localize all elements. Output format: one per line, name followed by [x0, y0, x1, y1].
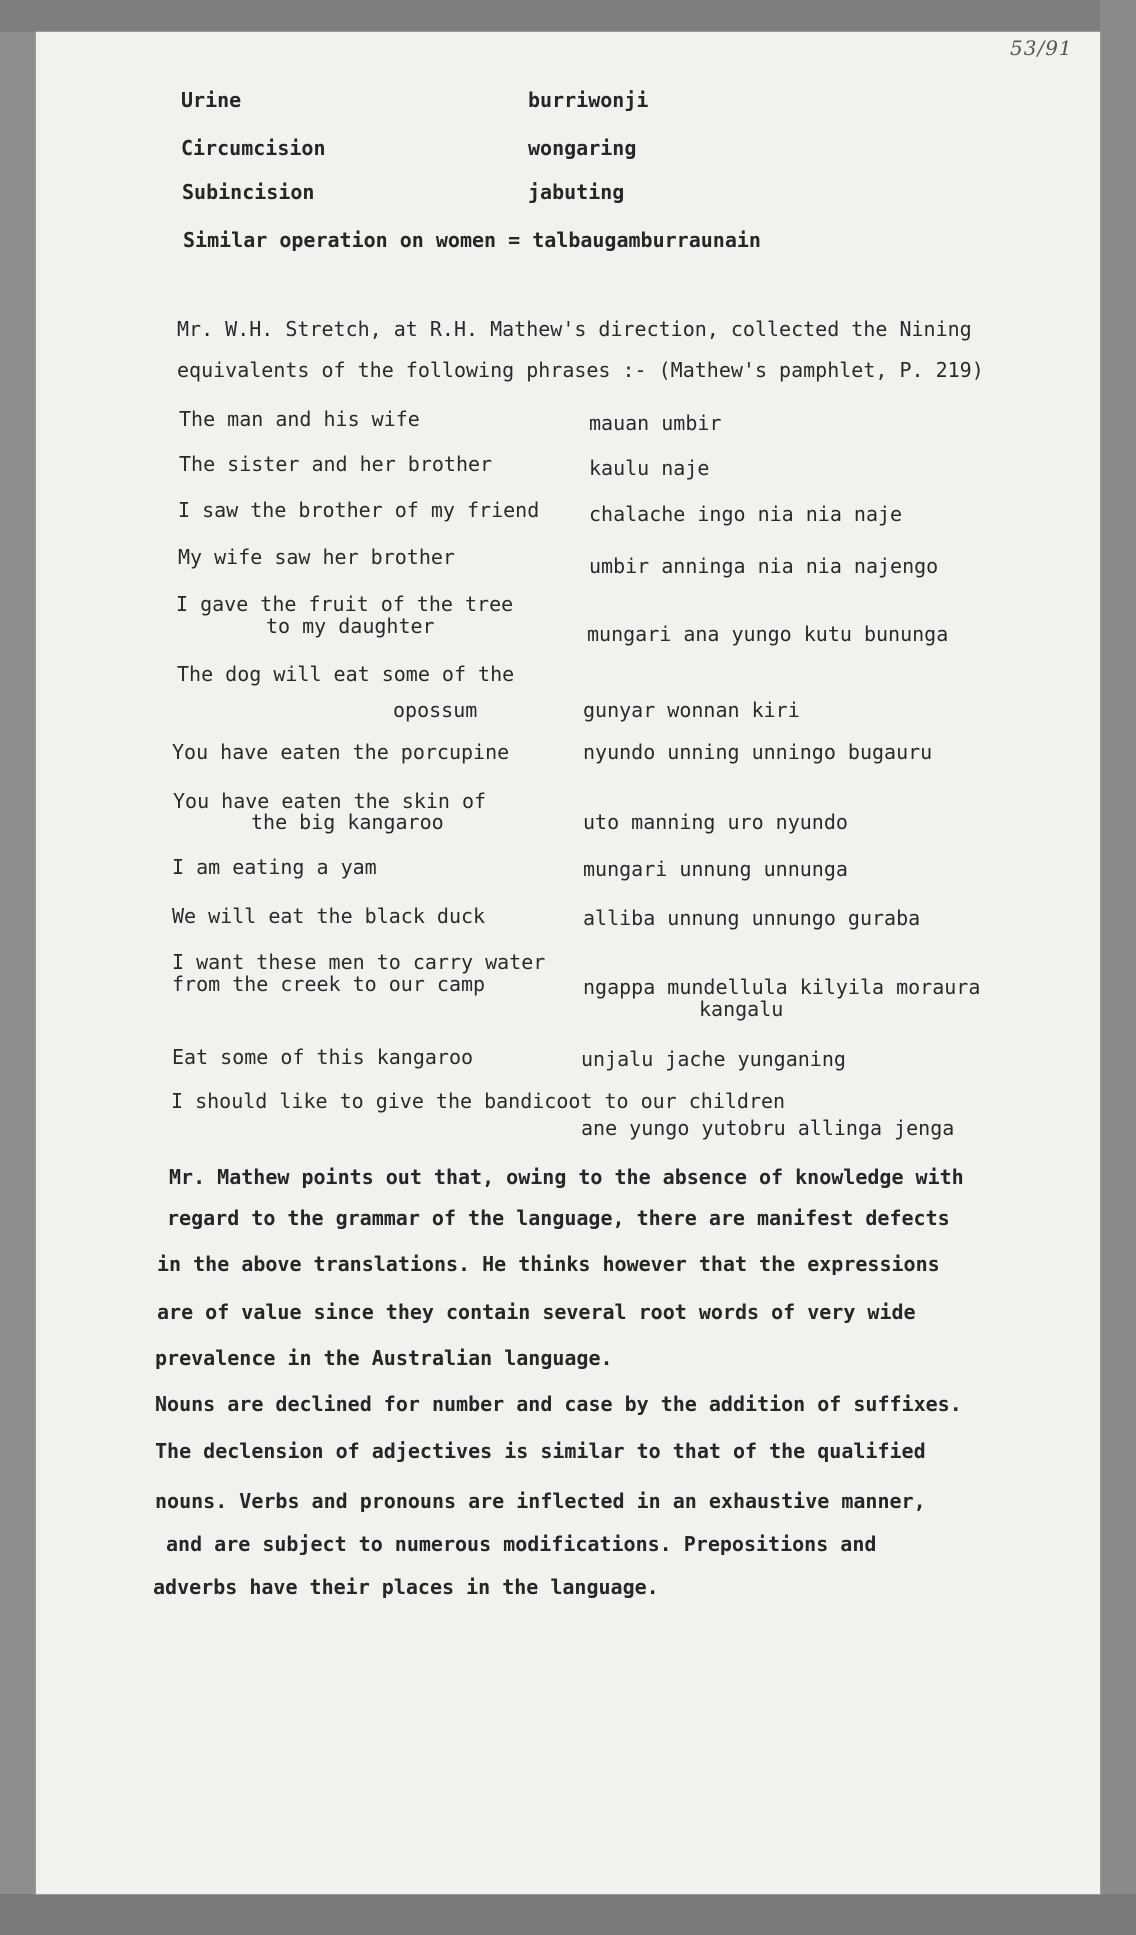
native-subincision: jabuting: [528, 180, 625, 204]
paragraph-2-line: adverbs have their places in the language.: [153, 1575, 659, 1599]
paragraph-1-line: in the above translations. He thinks however that the expressions: [157, 1252, 940, 1276]
intro-line-1: Mr. W.H. Stretch, at R.H. Mathew's direction, collected the Nining: [177, 317, 972, 341]
paragraph-2-line: The declension of adjectives is similar to that of the qualified: [155, 1439, 926, 1463]
phrase-native: mungari unnung unnunga: [583, 857, 848, 881]
native-urine: burriwonji: [528, 88, 649, 112]
phrase-native: uto manning uro nyundo: [583, 810, 848, 834]
term-circumcision: Circumcision: [181, 136, 326, 160]
paragraph-2-line: and are subject to numerous modifications. Prepositions and: [166, 1532, 877, 1556]
phrase-english-continued: the big kangaroo: [251, 810, 444, 834]
intro-line-2: equivalents of the following phrases :- (Mathew's pamphlet, P. 219): [177, 358, 984, 382]
phrase-english: I should like to give the bandicoot to our children: [171, 1089, 786, 1113]
phrase-native: umbir anninga nia nia najengo: [589, 554, 939, 578]
term-subincision: Subincision: [182, 180, 315, 204]
phrase-english: The man and his wife: [179, 407, 420, 431]
phrase-english: My wife saw her brother: [178, 545, 455, 569]
phrase-native: mauan umbir: [589, 411, 722, 435]
scanner-frame-top: [0, 0, 1136, 32]
phrase-native: unjalu jache yunganing: [581, 1047, 846, 1071]
phrase-native: nyundo unning unningo bugauru: [583, 740, 933, 764]
phrase-english: You have eaten the porcupine: [172, 740, 510, 764]
phrase-english: The sister and her brother: [179, 452, 493, 476]
paragraph-1-line: prevalence in the Australian language.: [155, 1346, 613, 1370]
native-circumcision: wongaring: [528, 136, 637, 160]
phrase-native: chalache ingo nia nia naje: [589, 502, 903, 526]
phrase-native: gunyar wonnan kiri: [583, 698, 800, 722]
phrase-english-continued: to my daughter: [266, 614, 435, 638]
phrase-native-continued: kangalu: [699, 997, 784, 1021]
phrase-native: ane yungo yutobru allinga jenga: [581, 1116, 955, 1140]
phrase-english: I am eating a yam: [172, 855, 377, 879]
folio-number: 53/91: [1010, 36, 1073, 60]
phrase-native: ngappa mundellula kilyila moraura: [583, 975, 981, 999]
phrase-native: kaulu naje: [589, 456, 710, 480]
phrase-english: I want these men to carry water: [172, 950, 546, 974]
paragraph-1-line: regard to the grammar of the language, there are manifest defects: [167, 1206, 950, 1230]
phrase-english: The dog will eat some of the: [177, 662, 515, 686]
phrase-english: I gave the fruit of the tree: [176, 592, 514, 616]
phrase-english: You have eaten the skin of: [173, 789, 487, 813]
phrase-english-continued: from the creek to our camp: [172, 972, 486, 996]
scanner-frame-right: [1100, 0, 1136, 1935]
phrase-english: We will eat the black duck: [172, 904, 486, 928]
paragraph-1-line: are of value since they contain several root words of very wide: [157, 1300, 916, 1324]
phrase-native: alliba unnung unnungo guraba: [583, 906, 921, 930]
phrase-english-continued: opossum: [393, 698, 478, 722]
similar-operation-line: Similar operation on women = talbaugamburraunain: [183, 228, 761, 252]
paragraph-1-line: Mr. Mathew points out that, owing to the absence of knowledge with: [169, 1165, 964, 1189]
phrase-english: I saw the brother of my friend: [178, 498, 540, 522]
scanner-frame-bottom: [0, 1894, 1136, 1935]
paragraph-2-line: nouns. Verbs and pronouns are inflected in an exhaustive manner,: [155, 1489, 926, 1513]
phrase-native: mungari ana yungo kutu bununga: [587, 622, 949, 646]
phrase-english: Eat some of this kangaroo: [172, 1045, 474, 1069]
term-urine: Urine: [181, 88, 242, 112]
paragraph-2-line: Nouns are declined for number and case by the addition of suffixes.: [155, 1392, 962, 1416]
